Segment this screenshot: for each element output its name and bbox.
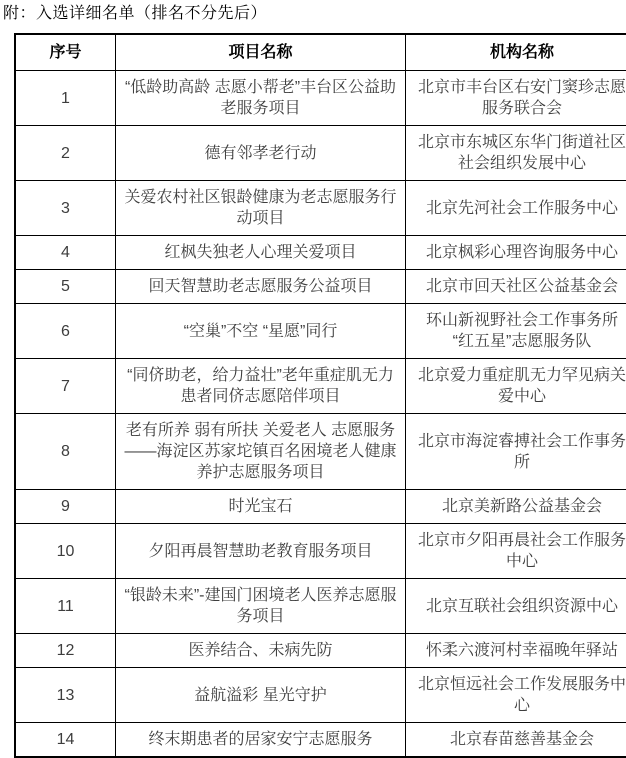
- cell-organization-name: 北京互联社会组织资源中心: [406, 579, 626, 634]
- cell-serial-number: 9: [15, 490, 116, 524]
- cell-organization-name: 北京先河社会工作服务中心: [406, 181, 626, 236]
- cell-organization-name: 北京市回天社区公益基金会: [406, 270, 626, 304]
- cell-organization-name: 北京市夕阳再晨社会工作服务中心: [406, 524, 626, 579]
- cell-organization-name: 北京市丰台区右安门窦珍志愿服务联合会: [406, 71, 626, 126]
- table-row: [15, 414, 626, 490]
- cell-serial-number: 6: [15, 304, 116, 359]
- header-project-name: 项目名称: [116, 34, 406, 71]
- cell-project-name: 终末期患者的居家安宁志愿服务: [116, 723, 406, 758]
- cell-serial-number: 1: [15, 71, 116, 126]
- cell-serial-number: 2: [15, 126, 116, 181]
- cell-organization-name: 北京恒远社会工作发展服务中心: [406, 668, 626, 723]
- cell-project-name: “低龄助高龄 志愿小帮老”丰台区公益助老服务项目: [116, 71, 406, 126]
- cell-serial-number: 12: [15, 634, 116, 668]
- cell-organization-name: 北京爱力重症肌无力罕见病关爱中心: [406, 359, 626, 414]
- cell-project-name: 老有所养 弱有所扶 关爱老人 志愿服务 ——海淀区苏家坨镇百名困境老人健康养护志愿服务项目: [116, 414, 406, 490]
- cell-organization-name: 北京美新路公益基金会: [406, 490, 626, 524]
- header-organization-name: 机构名称: [406, 34, 626, 71]
- cell-project-name: 关爱农村社区银龄健康为老志愿服务行动项目: [116, 181, 406, 236]
- cell-organization-name: 北京枫彩心理咨询服务中心: [406, 236, 626, 270]
- cell-serial-number: 8: [15, 414, 116, 490]
- cell-project-name: 益航溢彩 星光守护: [116, 668, 406, 723]
- cell-project-name: 回天智慧助老志愿服务公益项目: [116, 270, 406, 304]
- page-title: 附：入选详细名单（排名不分先后）: [3, 4, 626, 24]
- table-row: [15, 490, 626, 524]
- cell-organization-name: 北京春苗慈善基金会: [406, 723, 626, 758]
- cell-serial-number: 10: [15, 524, 116, 579]
- table-row: [15, 71, 626, 126]
- cell-serial-number: 11: [15, 579, 116, 634]
- cell-serial-number: 5: [15, 270, 116, 304]
- cell-project-name: 时光宝石: [116, 490, 406, 524]
- cell-serial-number: 7: [15, 359, 116, 414]
- table-row: [15, 524, 626, 579]
- table-row: [15, 634, 626, 668]
- cell-project-name: 夕阳再晨智慧助老教育服务项目: [116, 524, 406, 579]
- cell-organization-name: 环山新视野社会工作事务所 “红五星”志愿服务队: [406, 304, 626, 359]
- cell-project-name: “同侪助老，给力益壮”老年重症肌无力患者同侪志愿陪伴项目: [116, 359, 406, 414]
- cell-serial-number: 13: [15, 668, 116, 723]
- table-row: [15, 579, 626, 634]
- table-row: [15, 270, 626, 304]
- cell-project-name: 医养结合、未病先防: [116, 634, 406, 668]
- table-row: [15, 236, 626, 270]
- table-body: [15, 71, 626, 758]
- selection-list-table: [14, 33, 626, 758]
- table-row: [15, 181, 626, 236]
- cell-organization-name: 北京市海淀睿搏社会工作事务所: [406, 414, 626, 490]
- table-row: [15, 359, 626, 414]
- cell-organization-name: 北京市东城区东华门街道社区社会组织发展中心: [406, 126, 626, 181]
- table-row: [15, 723, 626, 758]
- table-row: [15, 304, 626, 359]
- cell-project-name: “银龄未来”-建国门困境老人医养志愿服务项目: [116, 579, 406, 634]
- header-serial-number: 序号: [15, 34, 116, 71]
- table-row: [15, 668, 626, 723]
- table-header-row: [15, 34, 626, 71]
- cell-serial-number: 3: [15, 181, 116, 236]
- cell-project-name: 红枫失独老人心理关爱项目: [116, 236, 406, 270]
- table-row: [15, 126, 626, 181]
- cell-serial-number: 4: [15, 236, 116, 270]
- cell-project-name: “空巢”不空 “星愿”同行: [116, 304, 406, 359]
- cell-serial-number: 14: [15, 723, 116, 758]
- cell-project-name: 德有邻孝老行动: [116, 126, 406, 181]
- cell-organization-name: 怀柔六渡河村幸福晚年驿站: [406, 634, 626, 668]
